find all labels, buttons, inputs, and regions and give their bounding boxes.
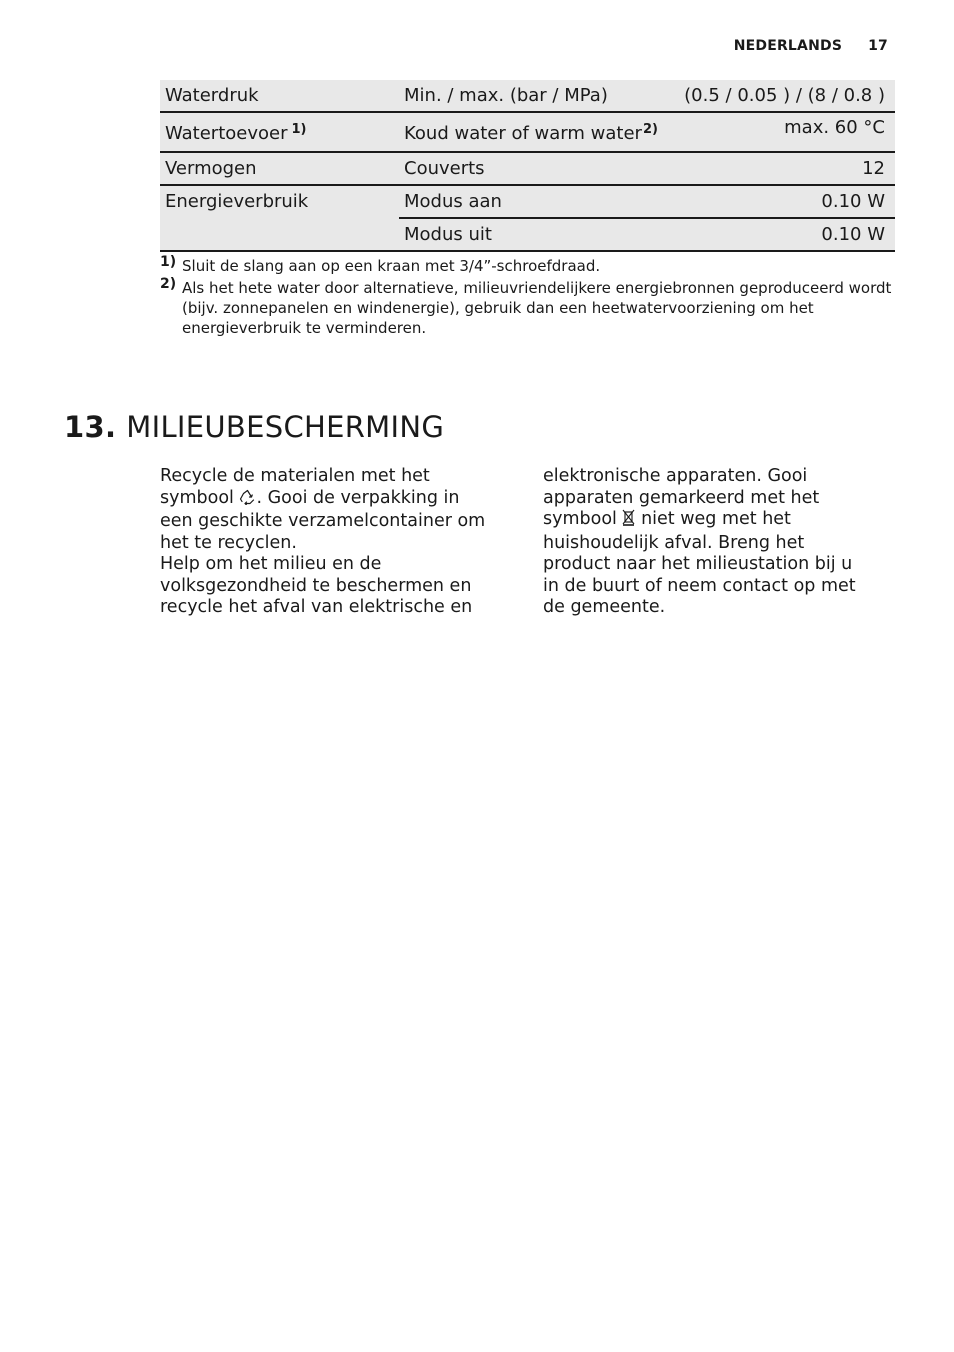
footnote bbox=[160, 278, 900, 338]
crossed-out-bin-icon bbox=[622, 509, 635, 533]
row-label: Waterdruk bbox=[160, 80, 399, 112]
footnote-text: Als het hete water door alternatieve, milieuvriendelijkere energiebronnen geproduceerd wordt (bijv. zonnepanelen en windenergie), gebruik dan een heetwatervoorziening om het energieverbruik te verminderen. bbox=[182, 279, 892, 337]
page-header bbox=[734, 38, 888, 54]
section-number: 13. bbox=[64, 410, 117, 444]
paragraph bbox=[543, 466, 873, 619]
row-value: 0.10 W bbox=[674, 218, 895, 251]
footnote-mark: 1) bbox=[160, 254, 177, 270]
row-sub: Modus aan bbox=[399, 185, 674, 218]
row-sub bbox=[399, 112, 674, 152]
paragraph-text: elektronische apparaten. Gooi apparaten gemarkeerd met het symbool bbox=[543, 466, 820, 529]
specifications-table bbox=[160, 80, 895, 252]
row-value: 0.10 W bbox=[674, 185, 895, 218]
row-label: Energieverbruik bbox=[160, 185, 399, 251]
table-row bbox=[160, 185, 895, 218]
footnote-text: Sluit de slang aan op een kraan met 3/4”-schroefdraad. bbox=[182, 257, 601, 275]
paragraph: Help om het milieu en de volksgezondheid te beschermen en recycle het afval van elektrische en bbox=[160, 554, 473, 617]
section-title: MILIEUBESCHERMING bbox=[126, 410, 445, 444]
row-label: Vermogen bbox=[160, 152, 399, 185]
footnotes bbox=[160, 256, 900, 340]
footnote-ref: 1) bbox=[291, 122, 307, 137]
row-value: (0.5 / 0.05 ) / (8 / 0.8 ) bbox=[674, 80, 895, 112]
page-number: 17 bbox=[868, 38, 888, 54]
row-label-text: Watertoevoer bbox=[165, 123, 288, 144]
paragraph-text: . Gooi de verpakking in een geschikte verzamelcontainer om het te recyclen. bbox=[160, 487, 486, 553]
row-sub-text: Koud water of warm water bbox=[404, 123, 642, 144]
table-row bbox=[160, 112, 895, 152]
body-column-left bbox=[160, 466, 490, 619]
paragraph-text: niet weg met het huishoudelijk afval. Breng het product naar het milieustation bij u in de buurt of neem contact op met de gemeente. bbox=[543, 509, 856, 617]
table-row bbox=[160, 80, 895, 112]
body-column-right bbox=[543, 466, 873, 619]
row-value: max. 60 °C bbox=[674, 112, 895, 152]
footnote-ref: 2) bbox=[642, 122, 658, 137]
recycle-icon bbox=[239, 489, 256, 512]
row-sub: Couverts bbox=[399, 152, 674, 185]
footnote-mark: 2) bbox=[160, 276, 177, 292]
row-label bbox=[160, 112, 399, 152]
row-sub: Min. / max. (bar / MPa) bbox=[399, 80, 674, 112]
row-value: 12 bbox=[674, 152, 895, 185]
row-sub: Modus uit bbox=[399, 218, 674, 251]
paragraph bbox=[160, 466, 490, 554]
section-heading bbox=[64, 410, 444, 444]
footnote bbox=[160, 256, 900, 276]
paragraph-text: Recycle de materialen met het symbool bbox=[160, 466, 430, 508]
table-row bbox=[160, 152, 895, 185]
header-language: NEDERLANDS bbox=[733, 38, 843, 54]
